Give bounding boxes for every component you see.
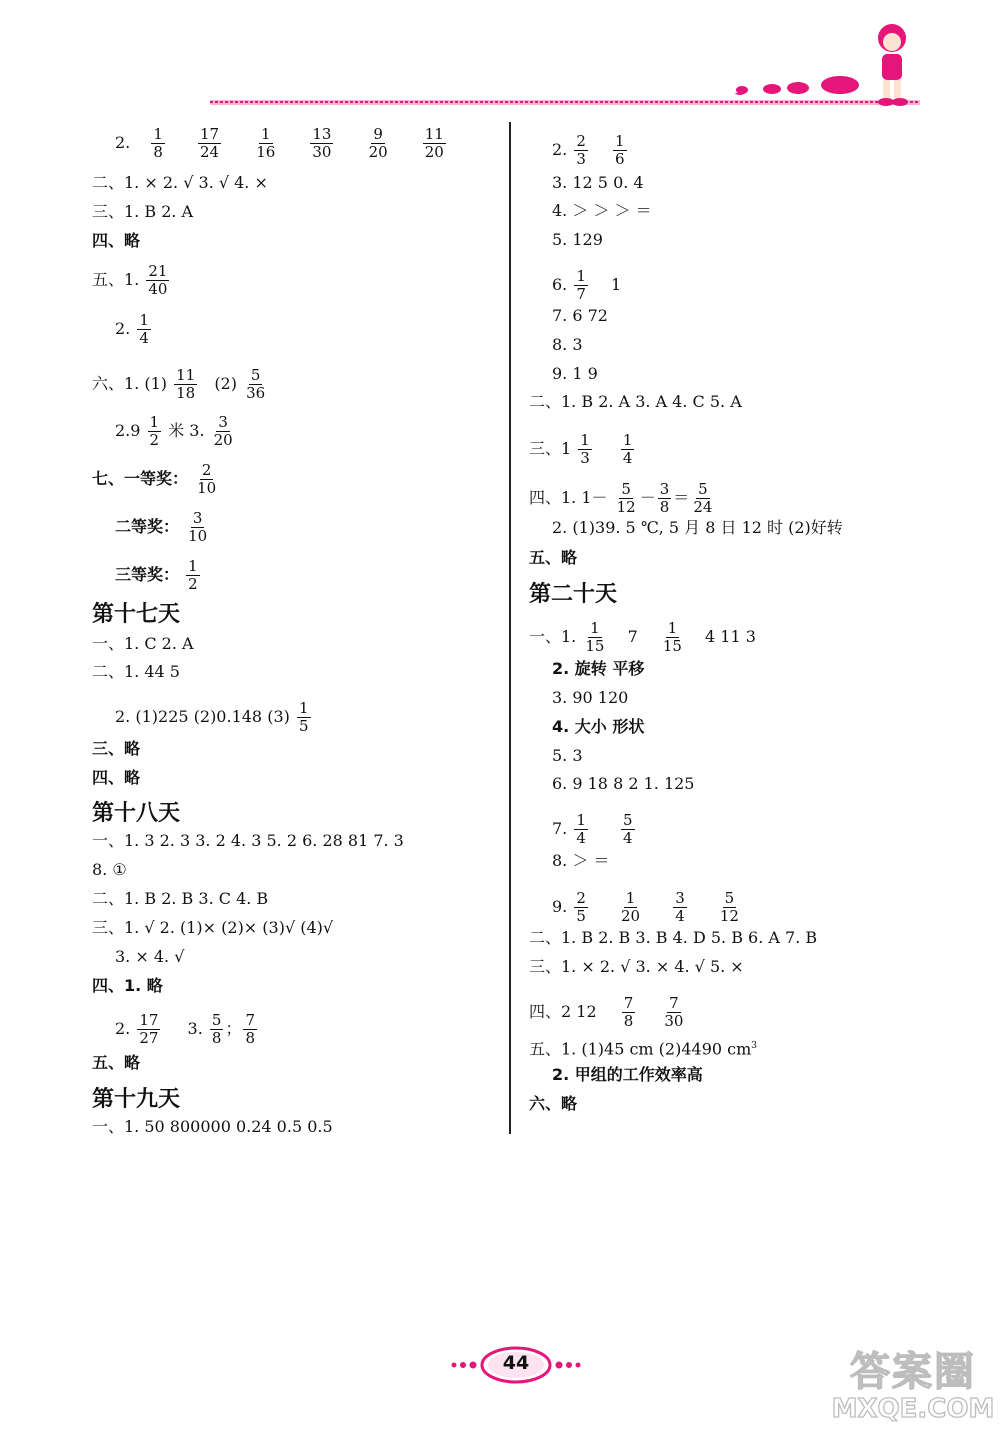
fraction: $\frac{1}{20}$ [621, 889, 641, 925]
day20-line-8: 8. ＞ ＝ [552, 851, 610, 870]
right-row-11 [529, 481, 716, 516]
right-row-10 [529, 432, 636, 467]
day18-line-7 [115, 1012, 259, 1047]
day17-line-1: 一、1. C 2. A [92, 634, 194, 653]
right-row-4: 5. 129 [552, 230, 603, 249]
row-label: 6. [552, 275, 568, 294]
fraction: $\frac{11}{18}$ [176, 366, 196, 402]
fraction: $\frac{1}{8}$ [153, 125, 163, 161]
left-row-4: 四、略 [92, 231, 141, 250]
day20-line-6: 6. 9 18 8 2 1. 125 [552, 774, 695, 793]
day20-line-5: 5. 3 [552, 746, 583, 765]
left-row-1 [115, 126, 448, 161]
column-divider [509, 122, 511, 1134]
fraction: $\frac{1}{7}$ [576, 267, 586, 303]
fraction: $\frac{7}{8}$ [623, 994, 634, 1030]
section-title-day-20: 第二十天 [529, 582, 618, 607]
row-label: 3. [187, 1019, 203, 1038]
fraction: $\frac{3}{20}$ [213, 413, 233, 449]
fraction: $\frac{1}{2}$ [188, 557, 198, 593]
fraction: $\frac{7}{30}$ [664, 994, 684, 1030]
fraction: $\frac{3}{10}$ [188, 509, 208, 545]
day20-line-4: 4. 大小 形状 [552, 717, 645, 736]
fraction: $\frac{21}{40}$ [148, 262, 168, 298]
left-row-5 [92, 263, 171, 298]
value: 2.9 [115, 421, 141, 440]
day18-line-5: 3. × 4. √ [115, 947, 185, 966]
left-row-2: 二、1. × 2. √ 3. √ 4. × [92, 173, 268, 192]
value: 米 3. [168, 421, 205, 440]
value: 7 [627, 627, 638, 646]
right-row-7: 8. 3 [552, 335, 583, 354]
right-row-2: 3. 12 5 0. 4 [552, 173, 644, 192]
ball-dots-decoration [730, 76, 860, 100]
row-label: 2. [115, 319, 131, 338]
right-row-8: 9. 1 9 [552, 364, 598, 383]
day20-line-11: 三、1. × 2. √ 3. × 4. √ 5. × [529, 957, 744, 976]
fraction: $\frac{17}{27}$ [139, 1011, 159, 1047]
row-label: 2. [552, 140, 568, 159]
row-label: 三等奖： [115, 565, 180, 584]
day20-line-9 [552, 890, 743, 925]
row-label: 四、1. 1－ [529, 488, 608, 507]
superscript: 3 [751, 1041, 758, 1051]
fraction: $\frac{3}{4}$ [675, 889, 685, 925]
value: 1 [611, 275, 622, 294]
separator: ； [225, 1019, 242, 1038]
watermark-site-text: MXQE.COM [831, 1394, 995, 1424]
fraction: $\frac{2}{10}$ [197, 461, 217, 497]
operator: ＝ [673, 488, 690, 507]
day20-line-3: 3. 90 120 [552, 688, 629, 707]
fraction: $\frac{1}{15}$ [585, 619, 605, 655]
fraction: $\frac{5}{4}$ [623, 811, 633, 847]
row-text: 2. (1)225 (2)0.148 (3) [115, 707, 290, 726]
left-row-11 [115, 558, 202, 593]
page-number: 44 [502, 1352, 530, 1374]
fraction: $\frac{2}{5}$ [576, 889, 586, 925]
row-label: 2. [115, 1019, 131, 1038]
day17-line-4: 三、略 [92, 739, 141, 758]
row-label: 七、一等奖： [92, 469, 189, 488]
left-row-6 [115, 312, 153, 347]
fraction: $\frac{1}{3}$ [580, 431, 590, 467]
row-label: 一、1. [529, 627, 577, 646]
section-title-day-17: 第十七天 [92, 602, 181, 627]
fraction: $\frac{1}{4}$ [139, 311, 149, 347]
row-label: 二等奖： [115, 517, 180, 536]
fraction: $\frac{17}{24}$ [200, 125, 220, 161]
day18-line-4: 三、1. √ 2. (1)× (2)× (3)√ (4)√ [92, 918, 334, 937]
fraction: $\frac{5}{12}$ [616, 480, 636, 516]
day18-line-8: 五、略 [92, 1053, 141, 1072]
day17-line-3 [115, 700, 313, 735]
right-row-13: 五、略 [529, 548, 578, 567]
left-row-3: 三、1. B 2. A [92, 202, 194, 221]
left-row-10 [115, 510, 211, 545]
mascot-illustration [864, 18, 920, 106]
row-text: 五、1. (1)45 cm (2)4490 cm [529, 1039, 752, 1059]
row-label: 三、1 [529, 439, 572, 458]
right-row-6: 7. 6 72 [552, 306, 608, 325]
page-number-badge [446, 1345, 586, 1385]
watermark-logo [828, 1338, 998, 1428]
fraction: $\frac{3}{8}$ [659, 480, 670, 516]
sub-label: (2) [214, 374, 237, 393]
day20-line-2: 2. 旋转 平移 [552, 659, 645, 678]
right-row-3: 4. ＞ ＞ ＞ ＝ [552, 201, 652, 220]
section-title-day-19: 第十九天 [92, 1087, 181, 1112]
fraction: $\frac{5}{12}$ [719, 889, 739, 925]
right-row-12: 2. (1)39. 5 ℃, 5 月 8 日 12 时 (2)好转 [552, 518, 843, 537]
fraction: $\frac{1}{5}$ [298, 699, 309, 735]
fraction: $\frac{1}{4}$ [576, 811, 586, 847]
left-row-9 [92, 462, 220, 497]
section-title-day-18: 第十八天 [92, 801, 181, 826]
row-label: 7. [552, 819, 568, 838]
right-row-9: 二、1. B 2. A 3. A 4. C 5. A [529, 392, 742, 411]
fraction: $\frac{9}{20}$ [368, 125, 388, 161]
day20-line-10: 二、1. B 2. B 3. B 4. D 5. B 6. A 7. B [529, 928, 818, 947]
row-label: 2. [115, 133, 131, 152]
day18-line-3: 二、1. B 2. B 3. C 4. B [92, 889, 269, 908]
day18-line-6: 四、1. 略 [92, 976, 163, 995]
value: 4 11 3 [705, 627, 756, 646]
day19-line-1: 一、1. 50 800000 0.24 0.5 0.5 [92, 1117, 333, 1136]
fraction: $\frac{7}{8}$ [245, 1011, 256, 1047]
fraction: $\frac{5}{8}$ [211, 1011, 222, 1047]
row-label: 五、1. [92, 270, 140, 289]
day17-line-2: 二、1. 44 5 [92, 662, 180, 681]
fraction: $\frac{1}{2}$ [149, 413, 160, 449]
day20-line-1 [529, 620, 756, 655]
watermark-logo-text: 答案圈 [850, 1349, 976, 1395]
fraction: $\frac{2}{3}$ [576, 132, 586, 168]
day20-line-14: 2. 甲组的工作效率高 [552, 1065, 703, 1084]
left-row-7 [92, 367, 269, 402]
day20-line-12 [529, 995, 687, 1030]
left-row-8 [115, 414, 237, 449]
day20-line-15: 六、略 [529, 1094, 578, 1113]
fraction: $\frac{1}{4}$ [622, 431, 633, 467]
fraction: $\frac{1}{16}$ [256, 125, 276, 161]
day18-line-1: 一、1. 3 2. 3 3. 2 4. 3 5. 2 6. 28 81 7. 3 [92, 831, 404, 850]
row-label: 六、1. (1) [92, 374, 168, 393]
fraction: $\frac{5}{36}$ [246, 366, 266, 402]
right-row-1 [552, 133, 629, 168]
right-row-5 [552, 268, 621, 303]
fraction: $\frac{1}{15}$ [662, 619, 682, 655]
day18-line-2: 8. ① [92, 860, 127, 879]
day20-line-7 [552, 812, 637, 847]
fraction: $\frac{5}{24}$ [693, 480, 713, 516]
operator: － [639, 488, 656, 507]
row-label: 四、2 12 [529, 1002, 597, 1021]
fraction: $\frac{1}{6}$ [615, 132, 625, 168]
fraction: $\frac{13}{30}$ [312, 125, 332, 161]
day20-line-13 [529, 1036, 757, 1059]
row-label: 9. [552, 897, 568, 916]
fraction: $\frac{11}{20}$ [424, 125, 444, 161]
day17-line-5: 四、略 [92, 768, 141, 787]
